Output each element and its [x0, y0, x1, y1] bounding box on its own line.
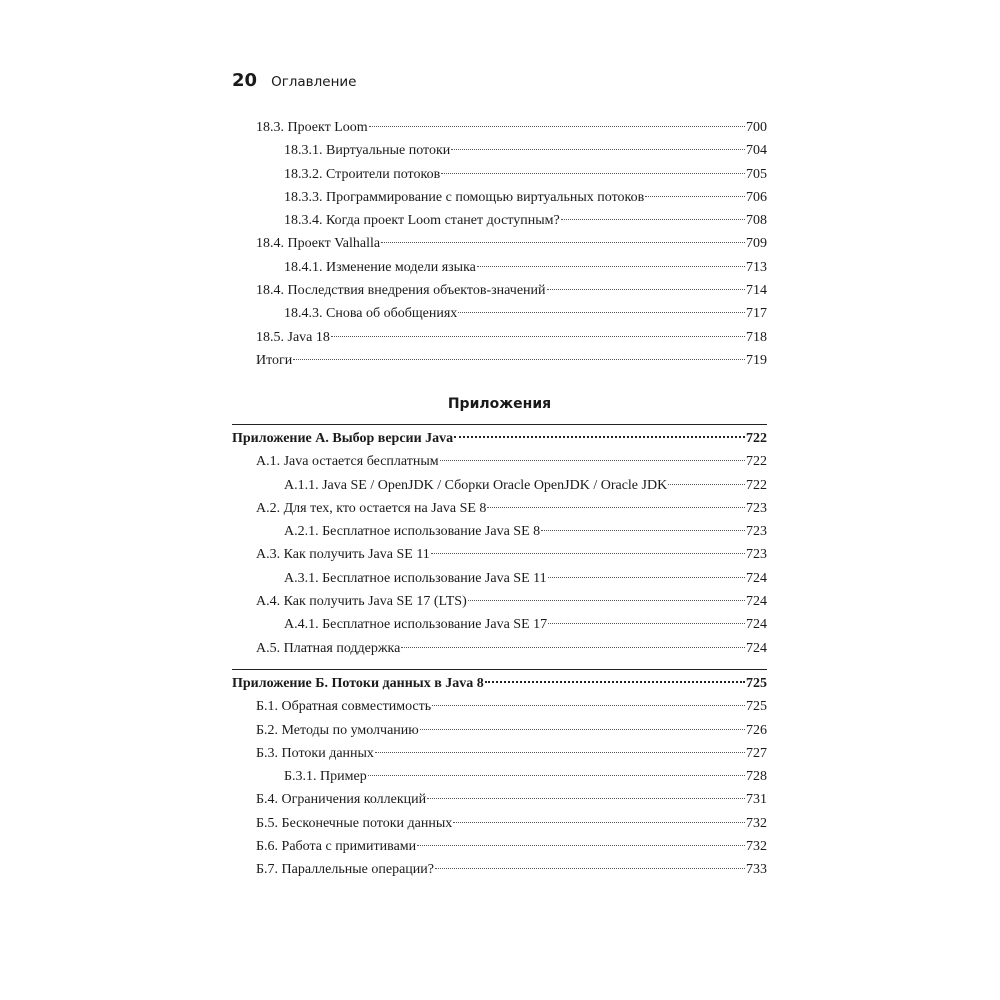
- dot-leader: [668, 484, 745, 485]
- section-heading: Приложения: [447, 396, 552, 412]
- page-number: 20: [232, 70, 258, 91]
- toc-entry-page: 706: [746, 189, 767, 205]
- dot-leader: [432, 705, 745, 706]
- toc-entry-title: А.1.1. Java SE / OpenJDK / Сборки Oracle OpenJDK / Oracle JDK: [284, 477, 668, 493]
- dot-leader: [477, 266, 745, 267]
- toc-entry-title: 18.3.2. Строители потоков: [284, 166, 441, 182]
- dot-leader: [485, 681, 745, 683]
- toc-entry[interactable]: [232, 302, 767, 325]
- toc-entry-page: 709: [746, 236, 767, 252]
- toc-entry[interactable]: [232, 497, 767, 520]
- toc-entry-title: Б.1. Обратная совместимость: [256, 699, 432, 715]
- toc-entry[interactable]: [232, 695, 767, 718]
- toc-entry[interactable]: [232, 163, 767, 186]
- toc-entry[interactable]: [232, 450, 767, 473]
- toc-entry-title: Приложение А. Выбор версии Java: [232, 431, 454, 446]
- toc-entry-page: 723: [746, 524, 767, 540]
- dot-leader: [541, 530, 745, 531]
- dot-leader: [417, 845, 745, 846]
- toc-entry-title: 18.3.1. Виртуальные потоки: [284, 143, 451, 159]
- dot-leader: [420, 729, 745, 730]
- toc-entry[interactable]: [232, 116, 767, 139]
- toc-entry[interactable]: [232, 742, 767, 765]
- dot-leader: [458, 312, 745, 313]
- dot-leader: [427, 798, 745, 799]
- toc-entry-title: 18.3.3. Программирование с помощью виртуальных потоков: [284, 189, 645, 205]
- dot-leader: [435, 868, 745, 869]
- toc-entry[interactable]: [232, 186, 767, 209]
- dot-leader: [401, 647, 745, 648]
- toc-entry-title: 18.4.3. Снова об обобщениях: [284, 306, 458, 322]
- toc-entry-page: 723: [746, 547, 767, 563]
- toc-entry-title: Б.6. Работа с примитивами: [256, 839, 417, 855]
- toc-entry-title: 18.4. Проект Valhalla: [256, 236, 381, 252]
- toc-entry-page: 724: [746, 617, 767, 633]
- toc-entry-page: 718: [746, 329, 767, 345]
- toc-entry-title: Б.3. Потоки данных: [256, 745, 374, 761]
- dot-leader: [453, 822, 745, 823]
- toc-entry[interactable]: [232, 209, 767, 232]
- toc-entry[interactable]: [232, 765, 767, 788]
- toc-entry[interactable]: [232, 232, 767, 255]
- dot-leader: [441, 173, 745, 174]
- running-title: Оглавление: [271, 74, 357, 90]
- toc-entry-page: 713: [746, 259, 767, 275]
- toc-entry-page: 727: [746, 745, 767, 761]
- toc-entry[interactable]: [232, 719, 767, 742]
- toc-entry-title: Итоги: [256, 352, 293, 368]
- toc-entry[interactable]: [232, 474, 767, 497]
- toc-entry-title: А.3. Как получить Java SE 11: [256, 547, 430, 563]
- toc-entry-page: 732: [746, 815, 767, 831]
- appendix-b-toc: [232, 669, 767, 882]
- toc-entry-page: 717: [746, 306, 767, 322]
- toc-entry[interactable]: [232, 520, 767, 543]
- toc-entry-title: Б.4. Ограничения коллекций: [256, 792, 427, 808]
- toc-entry[interactable]: [232, 788, 767, 811]
- toc-entry[interactable]: [232, 613, 767, 636]
- toc-continued: [232, 116, 767, 372]
- toc-entry[interactable]: [232, 139, 767, 162]
- toc-entry[interactable]: [232, 256, 767, 279]
- toc-entry[interactable]: [232, 326, 767, 349]
- toc-entry-title: А.2. Для тех, кто остается на Java SE 8: [256, 500, 487, 516]
- toc-entry-title: Приложение Б. Потоки данных в Java 8: [232, 676, 484, 691]
- toc-entry-title: 18.4. Последствия внедрения объектов-значений: [256, 283, 546, 299]
- toc-entry[interactable]: [232, 543, 767, 566]
- toc-entry-title: 18.4.1. Изменение модели языка: [284, 259, 476, 275]
- toc-entry-page: 700: [746, 120, 767, 135]
- toc-entry-page: 724: [746, 594, 767, 610]
- toc-entry-title: 18.3. Проект Loom: [256, 120, 368, 135]
- page-header: [232, 70, 356, 91]
- dot-leader: [547, 289, 745, 290]
- dot-leader: [368, 775, 745, 776]
- dot-leader: [331, 336, 745, 337]
- dot-leader: [645, 196, 745, 197]
- toc-entry[interactable]: [232, 427, 767, 450]
- toc-entry[interactable]: [232, 590, 767, 613]
- toc-entry-page: 726: [746, 722, 767, 738]
- toc-entry-title: Б.5. Бесконечные потоки данных: [256, 815, 453, 831]
- dot-leader: [561, 219, 745, 220]
- toc-entry-page: 733: [746, 862, 767, 878]
- toc-entry-title: 18.3.4. Когда проект Loom станет доступным?: [284, 213, 560, 229]
- toc-entry-title: А.4. Как получить Java SE 17 (LTS): [256, 594, 467, 610]
- toc-entry[interactable]: [232, 349, 767, 372]
- toc-entry-title: А.4.1. Бесплатное использование Java SE 17: [284, 617, 548, 633]
- toc-entry-title: Б.3.1. Пример: [284, 769, 367, 785]
- dot-leader: [468, 600, 745, 601]
- toc-entry[interactable]: [232, 835, 767, 858]
- dot-leader: [440, 460, 745, 461]
- dot-leader: [293, 359, 745, 360]
- toc-entry-page: 705: [746, 166, 767, 182]
- dot-leader: [375, 752, 745, 753]
- dot-leader: [487, 507, 745, 508]
- toc-entry-page: 725: [746, 676, 767, 691]
- toc-entry-page: 732: [746, 839, 767, 855]
- toc-entry-page: 722: [746, 431, 767, 446]
- toc-entry-page: 723: [746, 500, 767, 516]
- toc-entry-title: Б.7. Параллельные операции?: [256, 862, 434, 878]
- dot-leader: [454, 436, 745, 438]
- toc-entry-page: 725: [746, 699, 767, 715]
- toc-entry[interactable]: [232, 637, 767, 660]
- appendix-a-toc: [232, 424, 767, 660]
- toc-entry-page: 728: [746, 769, 767, 785]
- toc-entry-page: 719: [746, 352, 767, 368]
- toc-entry-title: 18.5. Java 18: [256, 329, 330, 345]
- toc-entry-title: А.3.1. Бесплатное использование Java SE 11: [284, 570, 547, 586]
- toc-entry-title: А.2.1. Бесплатное использование Java SE 8: [284, 524, 541, 540]
- toc-entry-page: 704: [746, 143, 767, 159]
- toc-entry-page: 708: [746, 213, 767, 229]
- dot-leader: [548, 577, 745, 578]
- toc-entry-page: 731: [746, 792, 767, 808]
- toc-entry-title: А.1. Java остается бесплатным: [256, 454, 439, 470]
- dot-leader: [548, 623, 745, 624]
- toc-entry-title: Б.2. Методы по умолчанию: [256, 722, 419, 738]
- toc-entry-page: 724: [746, 640, 767, 656]
- toc-entry[interactable]: [232, 279, 767, 302]
- toc-entry-page: 722: [746, 477, 767, 493]
- dot-leader: [431, 553, 745, 554]
- toc-entry[interactable]: [232, 812, 767, 835]
- dot-leader: [369, 126, 745, 127]
- toc-entry[interactable]: [232, 567, 767, 590]
- toc-entry[interactable]: [232, 672, 767, 695]
- dot-leader: [451, 149, 745, 150]
- dot-leader: [381, 242, 745, 243]
- toc-entry-page: 724: [746, 570, 767, 586]
- toc-entry-page: 722: [746, 454, 767, 470]
- toc-entry[interactable]: [232, 858, 767, 881]
- toc-entry-page: 714: [746, 283, 767, 299]
- toc-entry-title: А.5. Платная поддержка: [256, 640, 401, 656]
